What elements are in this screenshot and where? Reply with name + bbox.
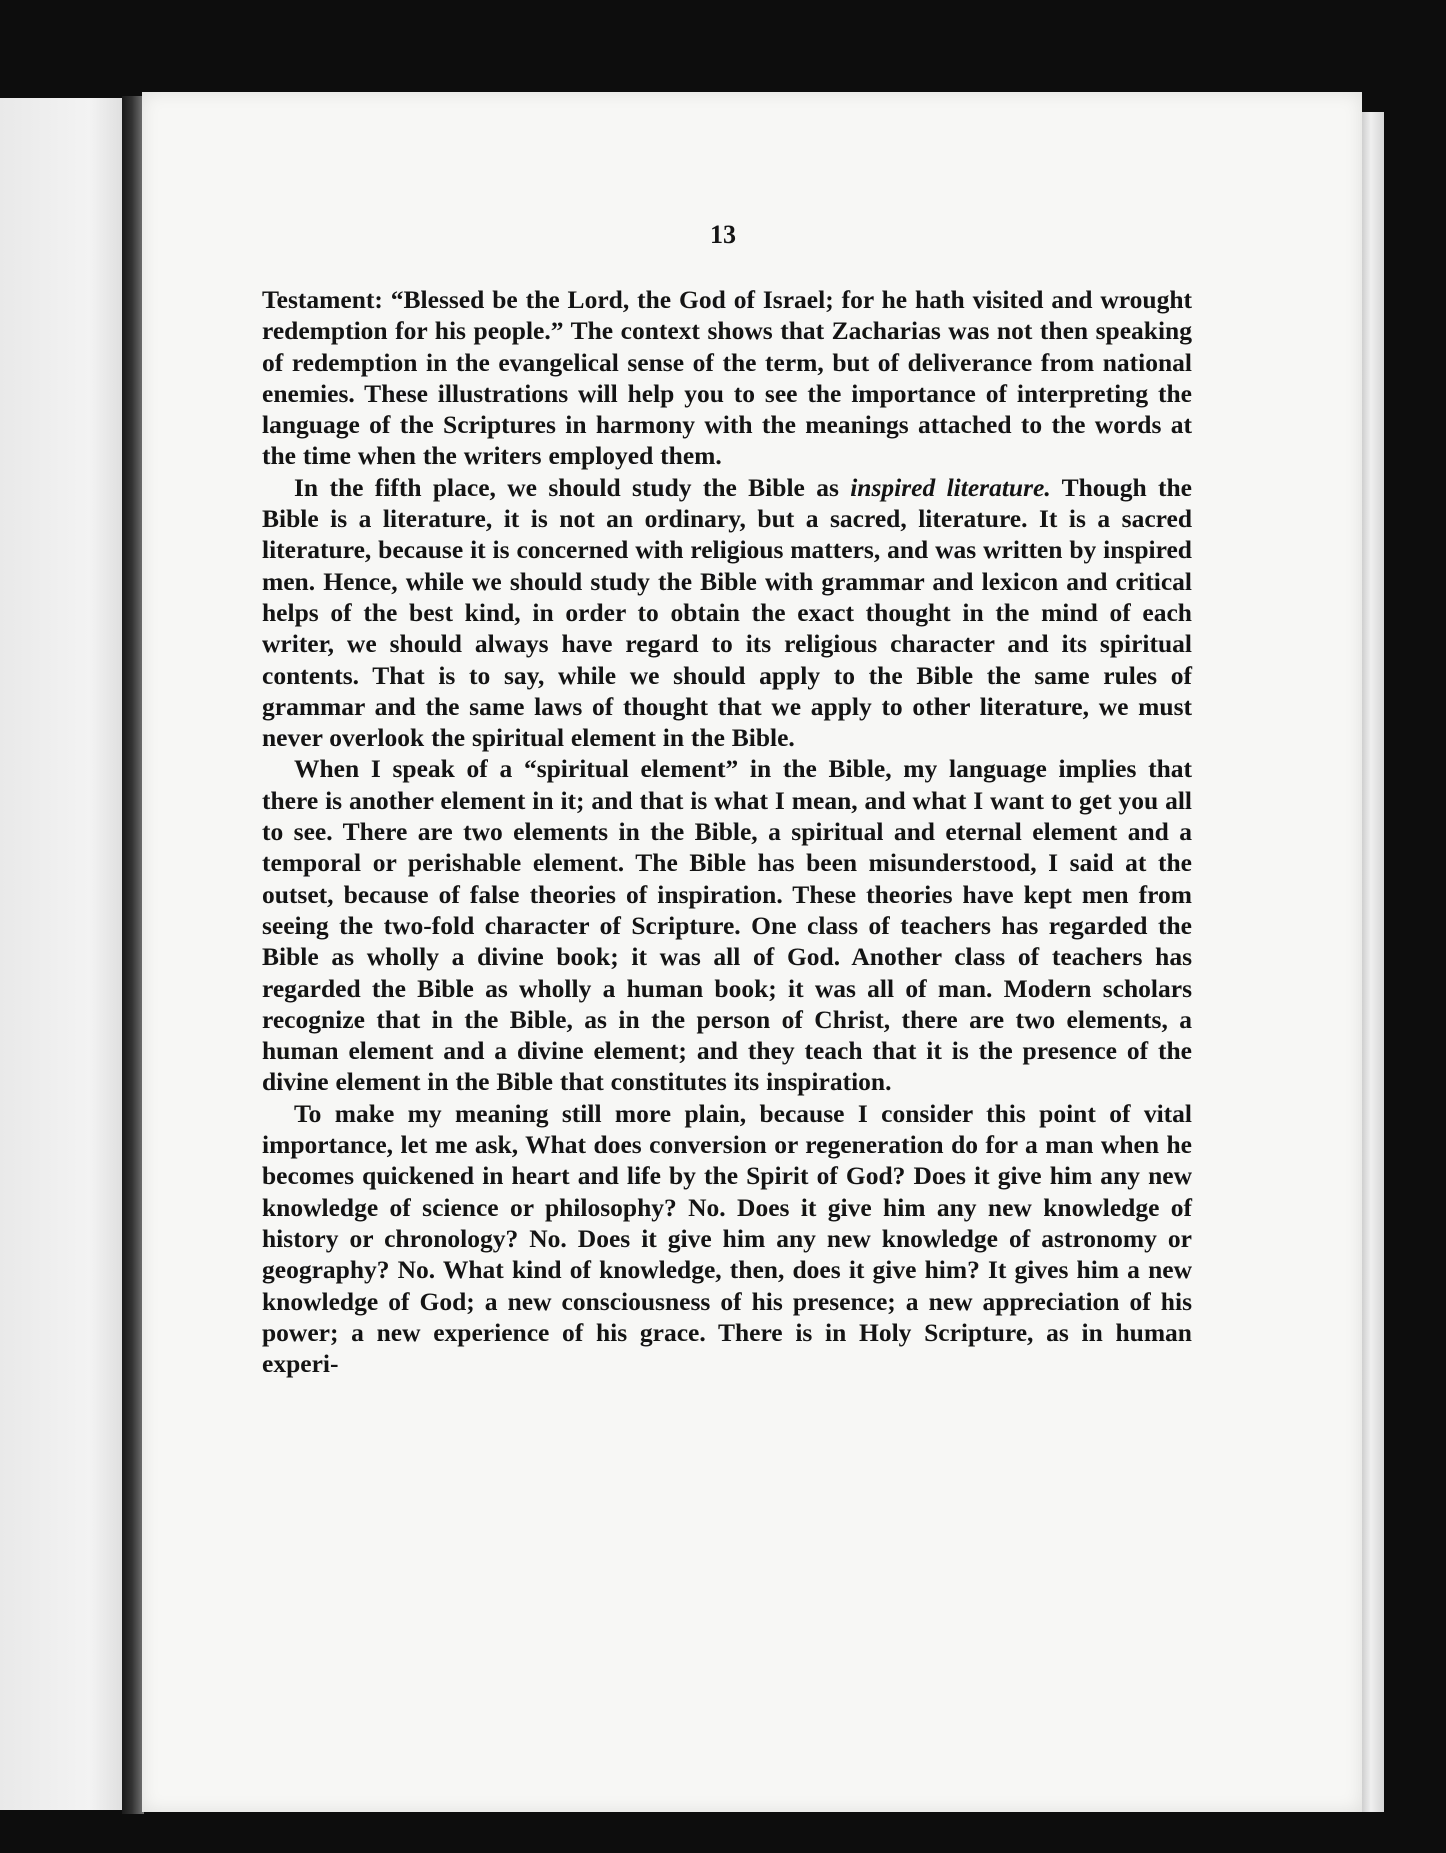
paragraph-2-text-start: In the fifth place, we should study the Bible as xyxy=(294,472,851,502)
paragraph-3 xyxy=(262,753,1192,1097)
paragraph-1-text: Testament: “Blessed be the Lord, the God of Israel; for he hath visited and wrought redemption for his people.” The context shows that Zacharias was not then speaking of redemption in the evangelical sense of the term, but of deliverance from national enemies. These illustrations will help you to see the importance of interpreting the language of the Scriptures in harmony with the meanings attached to the words at the time when the writers employed them. xyxy=(262,285,1192,471)
binding-gutter xyxy=(122,96,144,1814)
paragraph-4 xyxy=(262,1098,1192,1380)
body-text xyxy=(262,284,1192,1379)
paragraph-1 xyxy=(262,284,1192,472)
paragraph-2 xyxy=(262,472,1192,754)
emphasis-inspired-literature: inspired literature. xyxy=(850,472,1051,502)
page-stack-edge xyxy=(1362,112,1384,1812)
facing-page-edge xyxy=(0,98,128,1810)
paragraph-3-text: When I speak of a “spiritual element” in the Bible, my language implies that there is another element in it; and that is what I mean, and what I want to get you all to see. There are two elements in the Bible, a spiritual and eternal element and a temporal or perishable element. The Bible has been misunderstood, I said at the outset, because of false theories of inspiration. These theories have kept men from seeing the two-fold character of Scripture. One class of teachers has regarded the Bible as wholly a divine book; it was all of God. Another class of teachers has regarded the Bible as wholly a human book; it was all of man. Modern scholars recognize that in the Bible, as in the person of Christ, there are two elements, a human element and a divine element; and they teach that it is the presence of the divine element in the Bible that constitutes its inspiration. xyxy=(262,754,1192,1097)
paragraph-4-text: To make my meaning still more plain, because I consider this point of vital importance, let me ask, What does conversion or regeneration do for a man when he becomes quickened in heart and life by the Spirit of God? Does it give him any new knowledge of science or philosophy? No. Does it give him any new knowledge of history or chronology? No. Does it give him any new knowledge of astronomy or geography? No. What kind of knowledge, then, does it give him? It gives him a new knowledge of God; a new consciousness of his presence; a new appreciation of his power; a new experience of his grace. There is in Holy Scripture, as in human experi- xyxy=(262,1098,1192,1379)
page-number: 13 xyxy=(710,220,736,249)
paragraph-2-text-end: Though the Bible is a literature, it is not an ordinary, but a sacred, literature. It is a sacred literature, because it is concerned with religious matters, and was written by inspired men. Hence, while we should study the Bible with grammar and lexicon and critical helps of the best kind, in order to obtain the exact thought in the mind of each writer, we should always have regard to its religious character and its spiritual contents. That is to say, while we should apply to the Bible the same rules of grammar and the same laws of thought that we apply to other literature, we must never overlook the spiritual element in the Bible. xyxy=(262,472,1192,753)
